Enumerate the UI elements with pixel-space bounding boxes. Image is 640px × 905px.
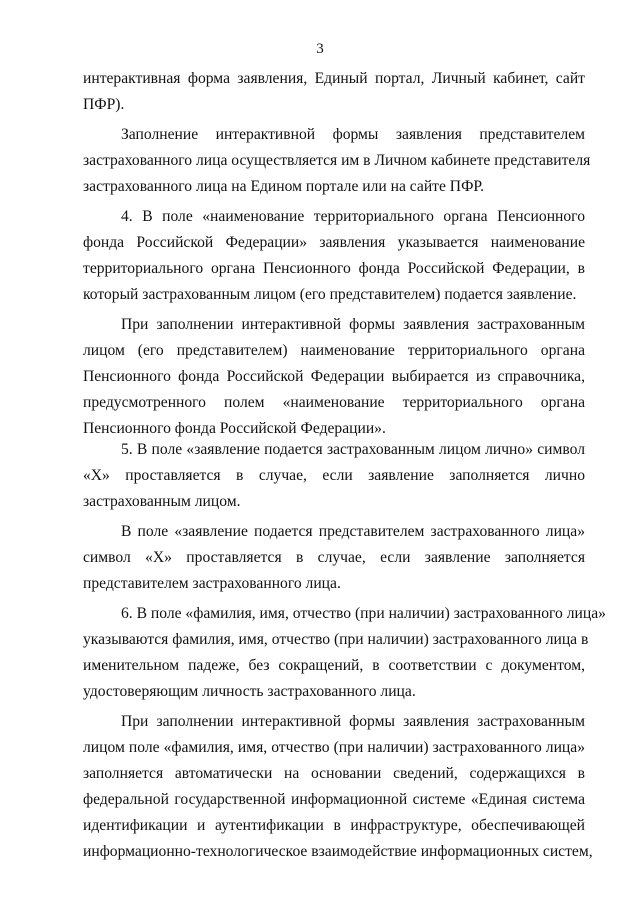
text-line: предусмотренного полем «наименование территориального органа: [83, 394, 585, 411]
text-line: заполняется автоматически на основании сведений, содержащихся в: [83, 765, 585, 782]
text-line: именительном падеже, без сокращений, в соответствии с документом,: [83, 657, 585, 674]
text-line: представителем застрахованного лица.: [83, 575, 341, 592]
text-line: лицом (его представителем) наименование территориального органа: [83, 342, 585, 359]
text-line: территориального органа Пенсионного фонда Российской Федерации, в: [83, 260, 585, 277]
text-line: ПФР).: [83, 96, 125, 113]
text-line: 4. В поле «наименование территориального органа Пенсионного: [121, 208, 585, 225]
text-line: В поле «заявление подается представителем застрахованного лица»: [121, 523, 585, 540]
text-line: символ «Х» проставляется в случае, если заявление заполняется: [83, 549, 585, 566]
text-line: который застрахованным лицом (его представителем) подается заявление.: [83, 286, 577, 303]
text-line: федеральной государственной информационной системе «Единая система: [83, 791, 585, 808]
text-line: указываются фамилия, имя, отчество (при наличии) застрахованного лица в: [83, 631, 589, 648]
text-line: удостоверяющим личность застрахованного лица.: [83, 683, 416, 700]
text-line: Пенсионного фонда Российской Федерации выбирается из справочника,: [83, 368, 585, 385]
text-line: «Х» проставляется в случае, если заявление заполняется лично: [83, 467, 585, 484]
text-line: При заполнении интерактивной формы заявления застрахованным: [121, 316, 585, 333]
text-line: 6. В поле «фамилия, имя, отчество (при наличии) застрахованного лица»: [121, 605, 606, 622]
text-line: Заполнение интерактивной формы заявления представителем: [121, 126, 585, 143]
text-line: интерактивная форма заявления, Единый портал, Личный кабинет, сайт: [83, 70, 585, 87]
text-line: застрахованным лицом.: [83, 493, 241, 510]
text-line: фонда Российской Федерации» заявления указывается наименование: [83, 234, 585, 251]
text-line: информационно-технологическое взаимодействие информационных систем,: [83, 843, 593, 860]
text-line: 5. В поле «заявление подается застрахованным лицом лично» символ: [121, 441, 585, 458]
text-line: идентификации и аутентификации в инфраструктуре, обеспечивающей: [83, 817, 585, 834]
text-line: Пенсионного фонда Российской Федерации».: [83, 420, 386, 437]
text-line: застрахованного лица на Едином портале или на сайте ПФР.: [83, 178, 485, 195]
page-number: 3: [316, 41, 324, 57]
text-line: застрахованного лица осуществляется им в Личном кабинете представителя: [83, 152, 591, 169]
text-line: лицом поле «фамилия, имя, отчество (при наличии) застрахованного лица»: [83, 739, 585, 756]
text-line: При заполнении интерактивной формы заявления застрахованным: [121, 713, 585, 730]
